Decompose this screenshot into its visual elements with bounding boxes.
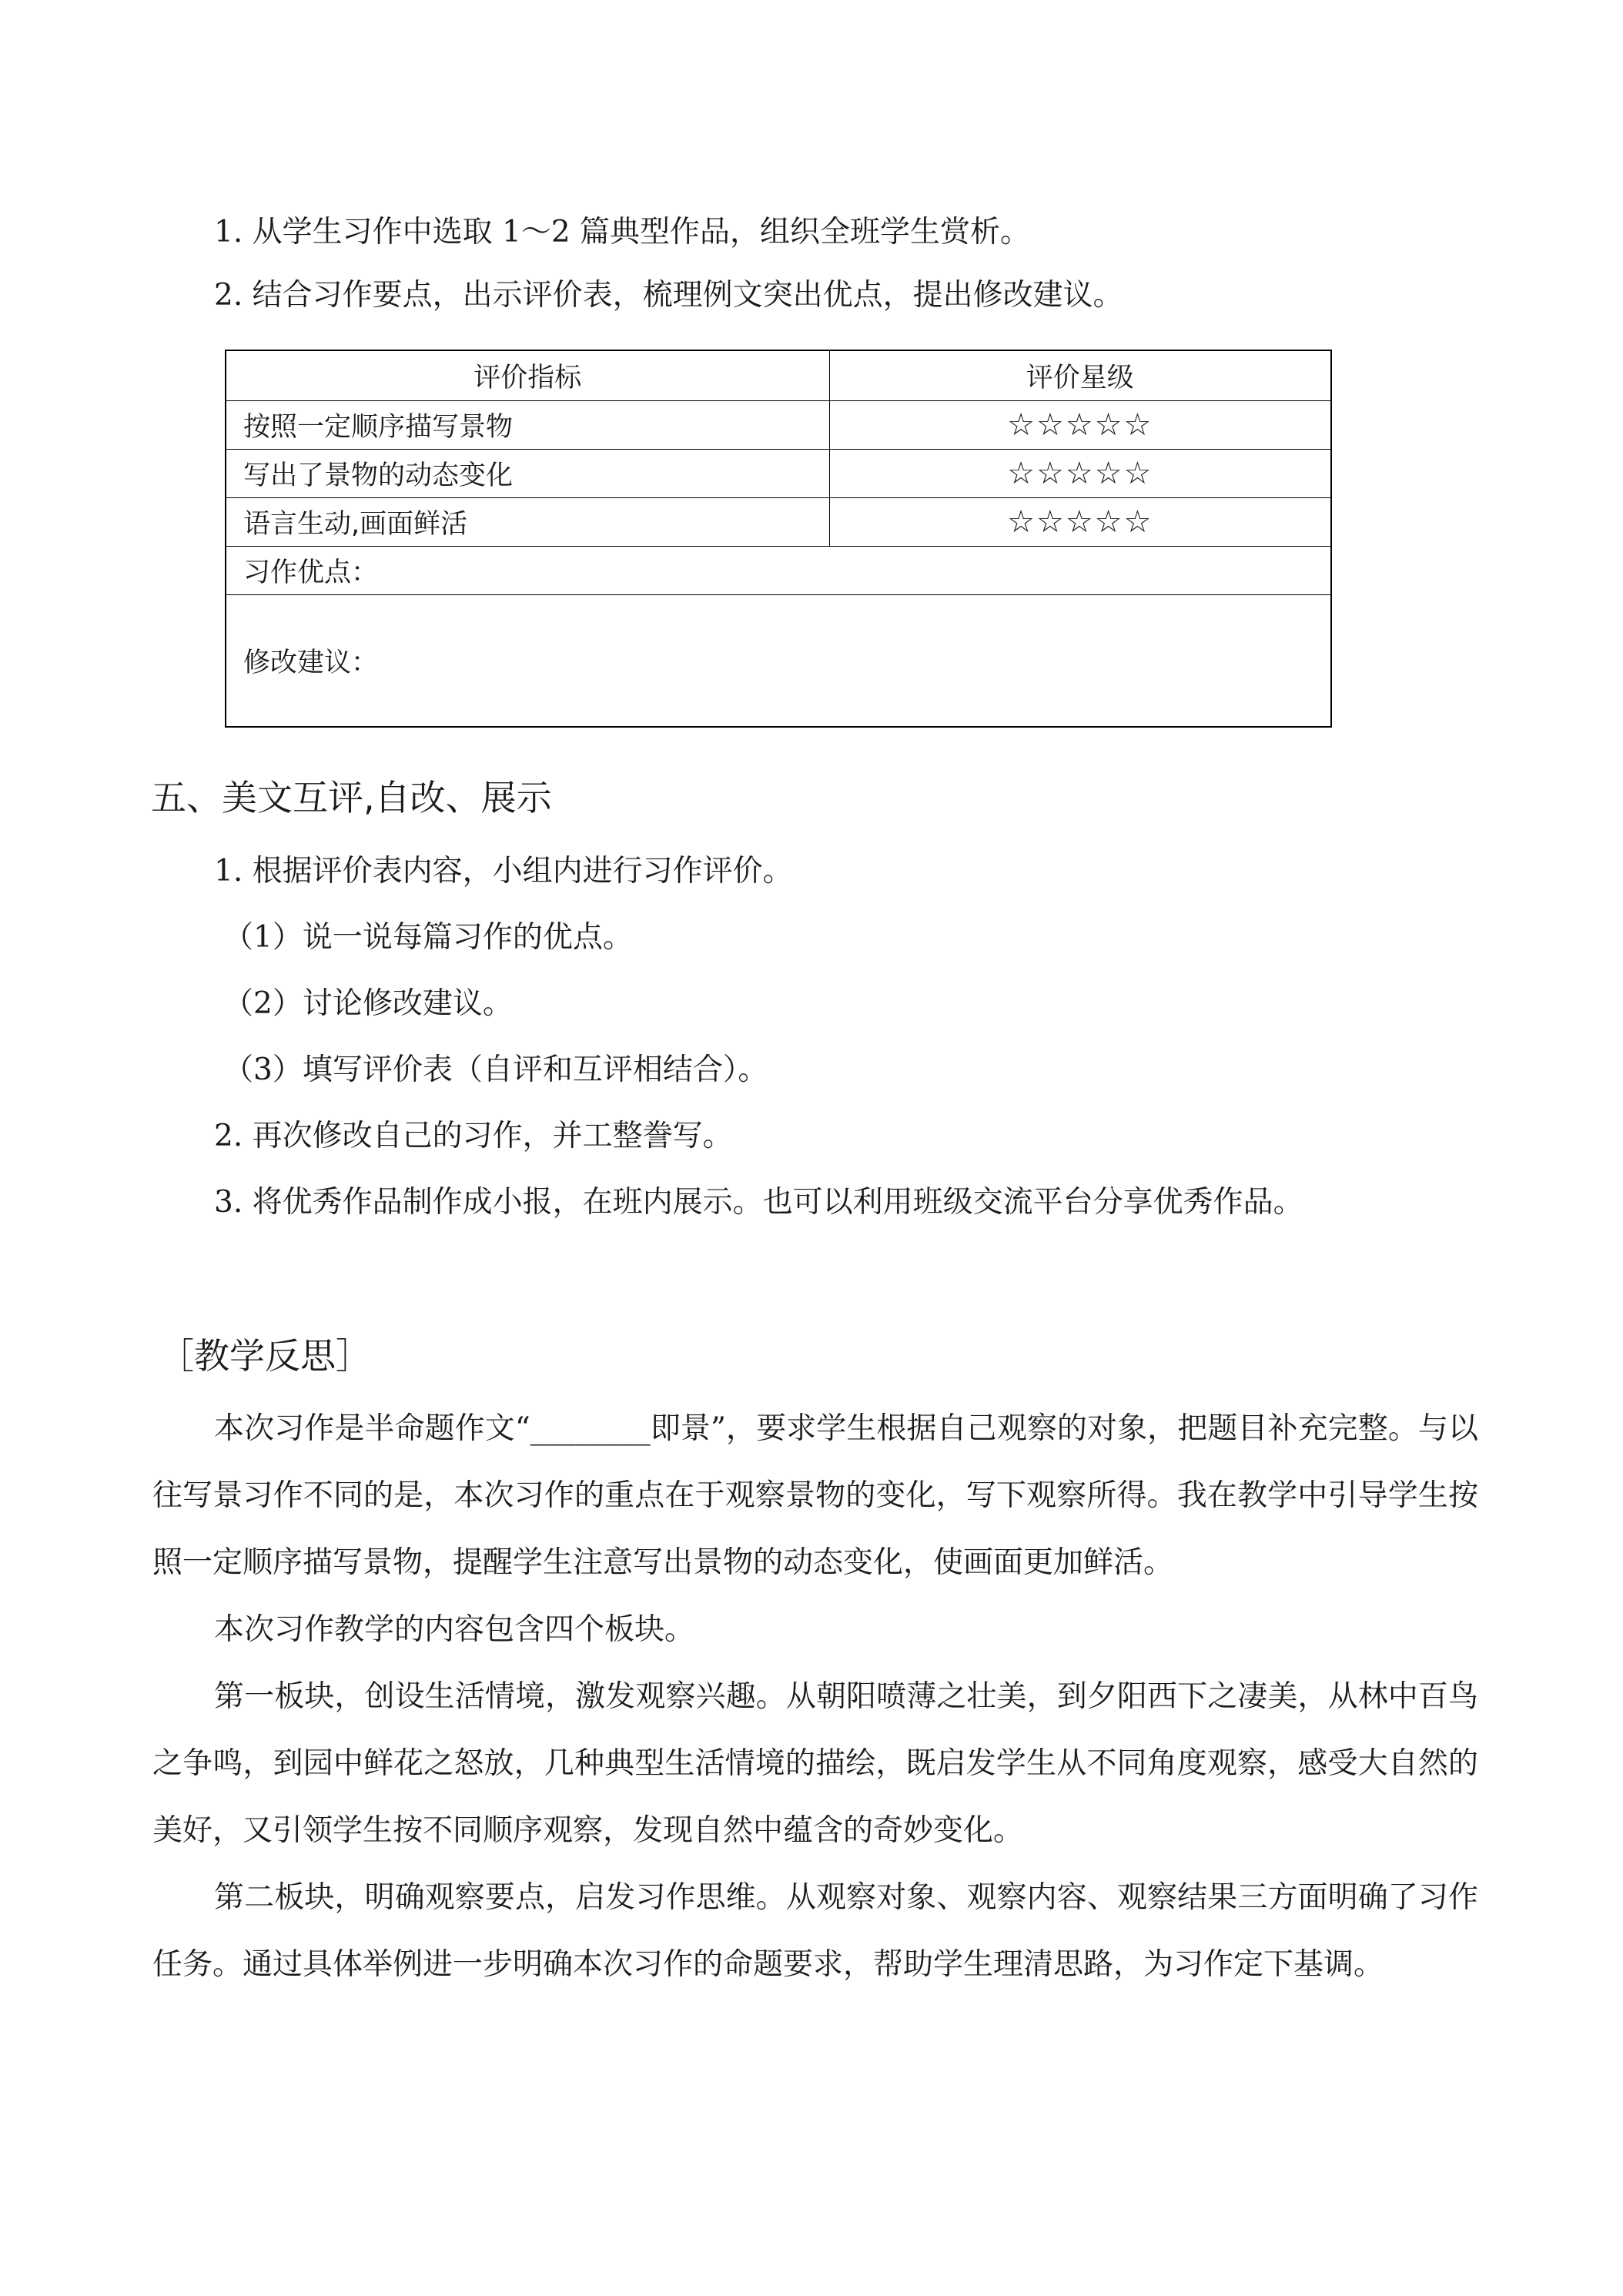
- criterion-cell: 写出了景物的动态变化: [226, 450, 829, 498]
- suggestions-row: [226, 595, 1331, 728]
- star-rating[interactable]: ☆☆☆☆☆: [829, 401, 1331, 450]
- criterion-cell: 按照一定顺序描写景物: [226, 401, 829, 450]
- criterion-cell: 语言生动,画面鲜活: [226, 498, 829, 547]
- table-row: [226, 498, 1331, 547]
- step-2: 2. 结合习作要点，出示评价表，梳理例文突出优点，提出修改建议。: [214, 278, 1123, 313]
- section-5-item: 1. 根据评价表内容，小组内进行习作评价。: [214, 854, 793, 889]
- strengths-row: [226, 547, 1331, 595]
- reflection-title: ［教学反思］: [159, 1335, 371, 1377]
- section-5-item: （2）讨论修改建议。: [223, 986, 513, 1021]
- section-5-title: 五、美文互评,自改、展示: [151, 777, 552, 818]
- section-5-item: 2. 再次修改自己的习作，并工整誊写。: [214, 1119, 733, 1153]
- table-header-row: [226, 350, 1331, 401]
- table-row: [226, 401, 1331, 450]
- reflection-paragraph: 第一板块，创设生活情境，激发观察兴趣。从朝阳喷薄之壮美，到夕阳西下之凄美，从林中百鸟之争鸣，到园中鲜花之怒放，几种典型生活情境的描绘，既启发学生从不同角度观察，感受大自然的美好，又引领学生按不同顺序观察，发现自然中蕴含的奇妙变化。: [152, 1679, 1478, 1848]
- strengths-label: 习作优点：: [226, 547, 1331, 595]
- star-rating[interactable]: ☆☆☆☆☆: [829, 450, 1331, 498]
- header-criterion: 评价指标: [226, 350, 829, 401]
- header-rating: 评价星级: [829, 350, 1331, 401]
- reflection-paragraph: 本次习作教学的内容包含四个板块。: [214, 1612, 695, 1647]
- reflection-paragraph: 第二板块，明确观察要点，启发习作思维。从观察对象、观察内容、观察结果三方面明确了习作任务。通过具体举例进一步明确本次习作的命题要求，帮助学生理清思路，为习作定下基调。: [152, 1880, 1478, 1982]
- section-5-item: 3. 将优秀作品制作成小报，在班内展示。也可以利用班级交流平台分享优秀作品。: [214, 1185, 1303, 1220]
- section-5-item: （3）填写评价表（自评和互评相结合）。: [223, 1053, 768, 1087]
- step-1: 1. 从学生习作中选取 1～2 篇典型作品，组织全班学生赏析。: [214, 215, 1031, 249]
- star-rating[interactable]: ☆☆☆☆☆: [829, 498, 1331, 547]
- table-row: [226, 450, 1331, 498]
- reflection-paragraph: 本次习作是半命题作文“________即景”，要求学生根据自己观察的对象，把题目补充完整。与以往写景习作不同的是，本次习作的重点在于观察景物的变化，写下观察所得。我在教学中引导学生按照一定顺序描写景物，提醒学生注意写出景物的动态变化，使画面更加鲜活。: [152, 1411, 1478, 1580]
- suggestions-label: 修改建议：: [226, 595, 1331, 728]
- section-5-item: （1）说一说每篇习作的优点。: [223, 920, 633, 955]
- evaluation-table: [225, 350, 1332, 728]
